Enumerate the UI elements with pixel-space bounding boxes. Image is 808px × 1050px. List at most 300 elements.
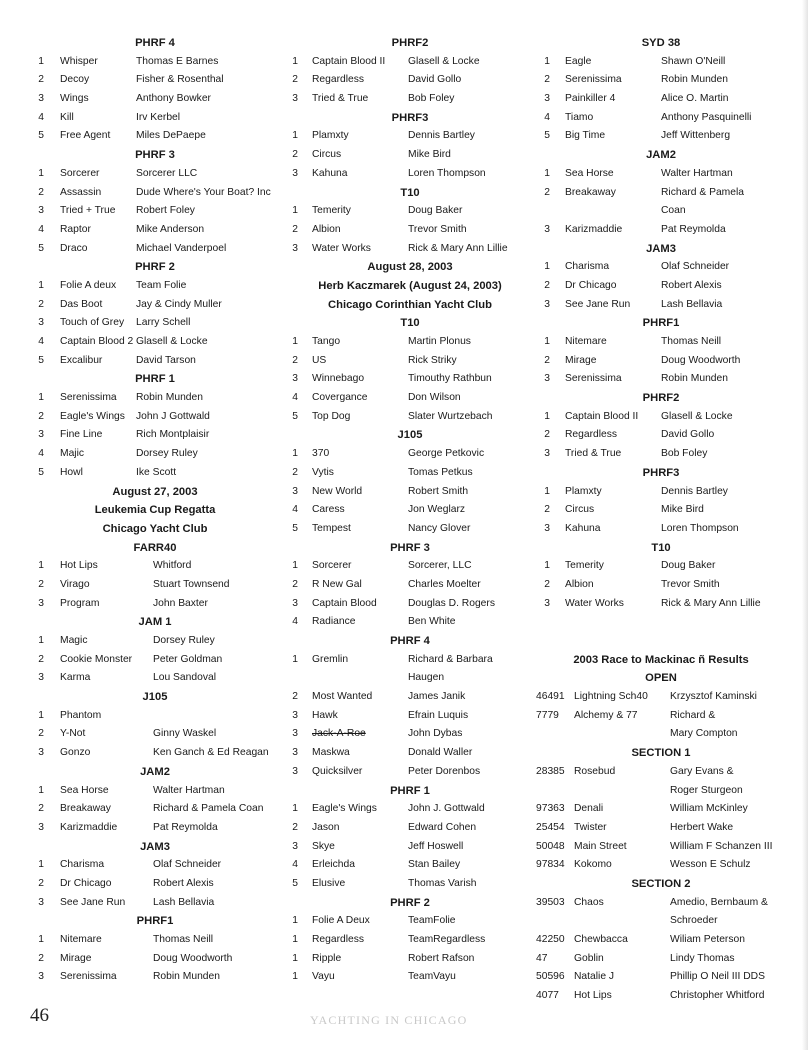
place-number: 4 xyxy=(544,111,550,123)
place-number: 5 xyxy=(38,130,44,142)
result-row xyxy=(284,53,536,72)
section-heading: SECTION 1 xyxy=(631,747,691,760)
result-row xyxy=(30,707,280,726)
section-heading: PHRF2 xyxy=(391,37,429,49)
owner-name: John Baxter xyxy=(153,597,208,609)
owner-name: Thomas Neill xyxy=(661,336,722,348)
boat-name: Captain Blood II xyxy=(565,410,639,422)
result-row xyxy=(30,426,280,445)
section-heading: PHRF 4 xyxy=(390,635,430,647)
place-number: 4 xyxy=(38,448,44,460)
result-row xyxy=(536,819,786,838)
boat-name: Jack-A-Roe xyxy=(312,728,366,740)
owner-name: Phillip O Neil III DDS xyxy=(670,971,765,983)
results-column-right xyxy=(536,34,786,1006)
result-row xyxy=(30,856,280,875)
owner-name: Ken Ganch & Ed Reagan xyxy=(153,747,269,759)
result-row xyxy=(30,651,280,670)
result-row xyxy=(30,445,280,464)
owner-name: TeamRegardless xyxy=(408,934,486,946)
owner-name: Jay & Cindy Muller xyxy=(136,298,222,310)
section-heading: PHRF 2 xyxy=(135,261,175,274)
section-heading: JAM2 xyxy=(646,149,676,162)
result-row xyxy=(536,856,786,875)
result-row xyxy=(284,912,536,931)
boat-name: Folie A Deux xyxy=(312,915,370,927)
owner-name: Wesson E Schulz xyxy=(670,859,751,871)
boat-name: Albion xyxy=(565,578,594,590)
result-row xyxy=(30,725,280,744)
owner-name: TeamFolie xyxy=(408,915,456,927)
owner-name: Robert Alexis xyxy=(661,279,722,291)
result-row xyxy=(536,408,786,427)
section-heading: PHRF1 xyxy=(136,915,174,928)
owner-name: Doug Woodworth xyxy=(153,952,233,964)
place-number: 3 xyxy=(38,93,44,105)
boat-name: Gonzo xyxy=(60,747,91,759)
place-number: 1 xyxy=(38,55,44,67)
boat-name: Mirage xyxy=(60,952,92,964)
spacer xyxy=(536,632,786,651)
owner-name: Amedio, Bernbaum & Schroeder xyxy=(670,896,768,927)
owner-name: Sorcerer, LLC xyxy=(408,560,472,572)
sail-number: 42250 xyxy=(536,934,565,946)
boat-name: Program xyxy=(60,597,100,609)
boat-name: Kahuna xyxy=(565,522,601,534)
boat-name: Tango xyxy=(312,336,341,347)
owner-name: Robin Munden xyxy=(661,74,728,86)
section-heading: PHRF2 xyxy=(642,392,680,405)
place-number: 3 xyxy=(544,298,550,310)
place-number: 2 xyxy=(38,74,44,86)
result-row xyxy=(536,165,786,184)
boat-name: Das Boot xyxy=(60,298,103,310)
place-number: 4 xyxy=(38,111,44,123)
result-row xyxy=(284,352,536,371)
owner-name: Robin Munden xyxy=(661,373,728,385)
sail-number: 39503 xyxy=(536,896,565,908)
boat-name: Kahuna xyxy=(312,167,348,179)
boat-name: Kill xyxy=(60,111,74,123)
place-number: 1 xyxy=(292,55,298,67)
page-number: 46 xyxy=(30,1005,49,1026)
owner-name: Walter Hartman xyxy=(661,167,733,179)
result-row xyxy=(536,258,786,277)
owner-name: Dorsey Ruley xyxy=(153,635,215,646)
section-heading: 2003 Race to Mackinac ñ Results xyxy=(573,653,749,666)
section-heading: T10 xyxy=(651,541,671,554)
owner-name: David Gollo xyxy=(408,74,462,86)
result-row xyxy=(536,838,786,857)
result-row xyxy=(536,221,786,240)
boat-name: Captain Blood xyxy=(312,597,377,609)
place-number: 4 xyxy=(292,504,298,516)
result-row xyxy=(30,894,280,913)
result-row xyxy=(284,165,536,184)
owner-name: Pat Reymolda xyxy=(153,821,218,833)
owner-name: Ginny Waskel xyxy=(153,728,217,740)
result-row xyxy=(536,987,786,1006)
boat-name: Vytis xyxy=(312,466,334,478)
boat-name: R New Gal xyxy=(312,578,362,590)
boat-name: Eagle's Wings xyxy=(60,410,125,422)
result-row xyxy=(30,950,280,969)
boat-name: Whisper xyxy=(60,55,98,67)
place-number: 2 xyxy=(38,728,44,740)
boat-name: Tried + True xyxy=(60,205,116,217)
result-row xyxy=(30,595,280,614)
result-row xyxy=(284,501,536,520)
place-number: 3 xyxy=(38,821,44,833)
place-number: 1 xyxy=(38,859,44,871)
owner-name: Glasell & Locke xyxy=(661,410,733,422)
sail-number: 97363 xyxy=(536,803,565,815)
result-row xyxy=(30,931,280,950)
boat-name: Folie A deux xyxy=(60,279,117,291)
result-row xyxy=(284,856,536,875)
boat-name: Covergance xyxy=(312,392,368,404)
owner-name: Robert Rafson xyxy=(408,952,475,964)
owner-name: John Dybas xyxy=(408,728,463,740)
section-heading: Chicago Yacht Club xyxy=(102,522,208,535)
result-row xyxy=(30,632,280,651)
place-number: 2 xyxy=(292,223,298,235)
result-row xyxy=(30,127,280,146)
result-row xyxy=(30,557,280,576)
result-row xyxy=(284,651,536,688)
result-row xyxy=(536,931,786,950)
owner-name: Sorcerer LLC xyxy=(136,167,198,179)
owner-name: Wiliam Peterson xyxy=(670,934,745,946)
owner-name: Rick Striky xyxy=(408,354,457,366)
boat-name: Tempest xyxy=(312,522,351,534)
place-number: 2 xyxy=(38,186,44,198)
place-number: 2 xyxy=(544,578,550,590)
place-number: 1 xyxy=(292,130,298,142)
result-row xyxy=(30,333,280,352)
place-number: 1 xyxy=(292,803,298,815)
boat-name: Water Works xyxy=(565,597,624,609)
place-number: 4 xyxy=(292,859,298,871)
owner-name: Thomas E Barnes xyxy=(136,55,219,67)
owner-name: Alice O. Martin xyxy=(661,93,729,105)
boat-name: Goblin xyxy=(574,952,604,964)
place-number: 5 xyxy=(544,130,550,142)
boat-name: Natalie J xyxy=(574,971,615,983)
owner-name: Charles Moelter xyxy=(408,578,481,590)
section-heading: OPEN xyxy=(645,672,677,685)
owner-name: Olaf Schneider xyxy=(153,859,222,871)
place-number: 2 xyxy=(38,803,44,815)
boat-name: Tried & True xyxy=(312,93,369,105)
owner-name: Shawn O'Neill xyxy=(661,55,726,67)
place-number: 3 xyxy=(292,709,298,721)
owner-name: Mike Anderson xyxy=(136,223,205,235)
place-number: 3 xyxy=(292,167,298,179)
owner-name: Dude Where's Your Boat? Inc xyxy=(136,186,271,198)
boat-name: Chewbacca xyxy=(574,934,628,946)
boat-name: Assassin xyxy=(60,186,102,198)
result-row xyxy=(536,520,786,539)
boat-name: Charisma xyxy=(565,261,610,273)
boat-name: Big Time xyxy=(565,130,606,142)
place-number: 1 xyxy=(38,784,44,796)
owner-name: Robert Smith xyxy=(408,485,469,497)
place-number: 3 xyxy=(38,317,44,329)
place-number: 4 xyxy=(38,223,44,235)
result-row xyxy=(284,202,536,221)
place-number: 1 xyxy=(292,915,298,927)
place-number: 5 xyxy=(292,877,298,889)
owner-name: Richard & Mary Compton xyxy=(670,709,738,740)
boat-name: Winnebago xyxy=(312,373,365,385)
result-row xyxy=(536,501,786,520)
owner-name: Bob Foley xyxy=(661,448,708,460)
owner-name: Don Wilson xyxy=(408,392,461,404)
boat-name: Serenissima xyxy=(60,971,117,983)
boat-name: Nitemare xyxy=(565,336,607,348)
result-row xyxy=(284,613,536,632)
result-row xyxy=(284,370,536,389)
boat-name: Circus xyxy=(312,149,342,161)
owner-name: Christopher Whitford xyxy=(670,990,765,1002)
place-number: 1 xyxy=(38,560,44,572)
place-number: 2 xyxy=(38,653,44,665)
place-number: 3 xyxy=(38,971,44,983)
section-heading: JAM3 xyxy=(140,840,170,853)
result-row xyxy=(536,127,786,146)
place-number: 1 xyxy=(38,279,44,291)
boat-name: Hot Lips xyxy=(60,560,98,572)
place-number: 5 xyxy=(292,410,298,422)
boat-name: Breakaway xyxy=(565,186,616,198)
owner-name: Anthony Pasquinelli xyxy=(661,111,752,123)
owner-name: Bob Foley xyxy=(408,93,455,105)
result-row xyxy=(284,520,536,539)
section-heading: JAM3 xyxy=(646,242,676,255)
place-number: 2 xyxy=(38,578,44,590)
place-number: 1 xyxy=(38,167,44,179)
boat-name: Y-Not xyxy=(60,728,86,740)
result-row xyxy=(284,800,536,819)
boat-name: Karma xyxy=(60,672,91,684)
boat-name: Hawk xyxy=(312,709,338,721)
result-row xyxy=(284,464,536,483)
owner-name: Peter Goldman xyxy=(153,653,223,665)
boat-name: Charisma xyxy=(60,859,105,871)
place-number: 3 xyxy=(292,373,298,385)
result-row xyxy=(30,875,280,894)
boat-name: Rosebud xyxy=(574,765,616,777)
result-row xyxy=(536,370,786,389)
place-number: 2 xyxy=(544,279,550,291)
owner-name: Whitford xyxy=(153,560,192,572)
owner-name: Rich Montplaisir xyxy=(136,429,210,441)
result-row xyxy=(536,688,786,707)
boat-name: Cookie Monster xyxy=(60,653,133,665)
owner-name: Douglas D. Rogers xyxy=(408,597,495,609)
place-number: 1 xyxy=(292,952,298,964)
boat-name: Wings xyxy=(60,93,89,105)
result-row xyxy=(284,146,536,165)
boat-name: Gremlin xyxy=(312,653,349,665)
sail-number: 28385 xyxy=(536,765,565,777)
owner-name: Lash Bellavia xyxy=(661,298,723,310)
owner-name: David Gollo xyxy=(661,429,715,441)
place-number: 1 xyxy=(38,709,44,721)
place-number: 1 xyxy=(292,971,298,983)
section-heading: PHRF 2 xyxy=(390,896,430,909)
place-number: 3 xyxy=(292,728,298,740)
boat-name: Karizmaddie xyxy=(565,223,623,235)
place-number: 2 xyxy=(292,466,298,478)
owner-name: George Petkovic xyxy=(408,448,485,460)
owner-name: Robin Munden xyxy=(136,392,203,404)
owner-name: William F Schanzen III xyxy=(670,840,773,852)
owner-name: Irv Kerbel xyxy=(136,111,181,123)
owner-name: Lindy Thomas xyxy=(670,952,735,964)
owner-name: David Tarson xyxy=(136,354,196,366)
owner-name: Lash Bellavia xyxy=(153,896,215,908)
owner-name: Jeff Hoswell xyxy=(408,840,464,852)
boat-name: Captain Blood 2 xyxy=(60,336,134,347)
owner-name: Miles DePaepe xyxy=(136,130,206,142)
boat-name: Fine Line xyxy=(60,429,103,441)
result-row xyxy=(30,800,280,819)
place-number: 1 xyxy=(544,410,550,422)
section-heading: August 27, 2003 xyxy=(112,485,198,498)
place-number: 3 xyxy=(292,597,298,609)
sail-number: 4077 xyxy=(536,990,559,1002)
result-row xyxy=(536,109,786,128)
boat-name: Most Wanted xyxy=(312,691,373,703)
place-number: 1 xyxy=(292,560,298,572)
result-row xyxy=(30,968,280,987)
owner-name: Larry Schell xyxy=(136,317,191,329)
boat-name: Circus xyxy=(565,504,595,516)
boat-name: Denali xyxy=(574,803,604,815)
owner-name: Fisher & Rosenthal xyxy=(136,74,224,86)
sail-number: 50596 xyxy=(536,971,565,983)
place-number: 1 xyxy=(544,55,550,67)
owner-name: Richard & Barbara Haugen xyxy=(408,653,493,684)
place-number: 5 xyxy=(292,522,298,534)
result-row xyxy=(30,277,280,296)
boat-name: Sorcerer xyxy=(312,560,352,572)
result-row xyxy=(284,950,536,969)
place-number: 2 xyxy=(544,354,550,366)
result-row xyxy=(284,408,536,427)
boat-name: Regardless xyxy=(312,74,365,86)
result-row xyxy=(284,838,536,857)
owner-name: Glasell & Locke xyxy=(136,336,208,347)
owner-name: Stan Bailey xyxy=(408,859,461,871)
section-heading: JAM 1 xyxy=(138,616,172,629)
owner-name: Efrain Luquis xyxy=(408,709,469,721)
boat-name: Tiamo xyxy=(565,111,594,123)
section-heading: PHRF 1 xyxy=(390,784,430,797)
section-heading: SECTION 2 xyxy=(631,877,691,890)
boat-name: Plamxty xyxy=(312,130,349,142)
owner-name: Team Folie xyxy=(136,279,187,291)
boat-name: See Jane Run xyxy=(565,298,631,310)
owner-name: Anthony Bowker xyxy=(136,93,211,105)
result-row xyxy=(536,445,786,464)
sail-number: 97834 xyxy=(536,859,565,871)
result-row xyxy=(30,221,280,240)
results-column-middle xyxy=(284,34,536,987)
place-number: 2 xyxy=(292,691,298,703)
place-number: 1 xyxy=(38,635,44,646)
place-number: 3 xyxy=(38,597,44,609)
boat-name: Skye xyxy=(312,840,335,852)
section-heading: PHRF3 xyxy=(391,111,429,124)
section-heading: FARR40 xyxy=(133,541,177,554)
boat-name: Excalibur xyxy=(60,354,103,366)
section-heading: J105 xyxy=(142,691,168,704)
owner-name: William McKinley xyxy=(670,803,748,815)
boat-name: Tried & True xyxy=(565,448,622,460)
place-number: 3 xyxy=(292,840,298,852)
place-number: 2 xyxy=(38,410,44,422)
boat-name: Raptor xyxy=(60,223,91,235)
owner-name: Trevor Smith xyxy=(661,578,720,590)
place-number: 2 xyxy=(292,578,298,590)
sail-number: 50048 xyxy=(536,840,565,852)
place-number: 3 xyxy=(292,765,298,777)
owner-name: Trevor Smith xyxy=(408,223,467,235)
owner-name: Walter Hartman xyxy=(153,784,225,796)
owner-name: Tomas Petkus xyxy=(408,466,473,478)
result-row xyxy=(284,744,536,763)
spacer xyxy=(536,613,786,632)
result-row xyxy=(284,725,536,744)
place-number: 3 xyxy=(292,93,298,105)
result-row xyxy=(284,968,536,987)
result-row xyxy=(30,576,280,595)
result-row xyxy=(30,202,280,221)
owner-name: Loren Thompson xyxy=(661,522,739,534)
boat-name: Sea Horse xyxy=(60,784,109,796)
result-row xyxy=(536,426,786,445)
place-number: 2 xyxy=(292,74,298,86)
result-row xyxy=(284,763,536,782)
boat-name: Kokomo xyxy=(574,859,612,871)
result-row xyxy=(536,800,786,819)
place-number: 3 xyxy=(544,448,550,460)
owner-name: Mike Bird xyxy=(408,149,451,161)
boat-name: Twister xyxy=(574,821,607,833)
boat-name: Mirage xyxy=(565,354,597,366)
place-number: 1 xyxy=(292,205,298,217)
result-row xyxy=(284,240,536,259)
owner-name: Doug Woodworth xyxy=(661,354,741,366)
result-row xyxy=(536,707,786,744)
result-row xyxy=(30,669,280,688)
owner-name: Mike Bird xyxy=(661,504,704,516)
boat-name: Nitemare xyxy=(60,934,102,945)
section-heading: PHRF 3 xyxy=(135,149,175,162)
sail-number: 46491 xyxy=(536,691,565,703)
result-row xyxy=(284,445,536,464)
place-number: 3 xyxy=(38,896,44,908)
result-row xyxy=(536,352,786,371)
place-number: 2 xyxy=(38,298,44,310)
boat-name: Serenissima xyxy=(60,392,117,404)
place-number: 2 xyxy=(292,821,298,833)
owner-name: James Janik xyxy=(408,691,466,703)
owner-name: Edward Cohen xyxy=(408,821,477,833)
